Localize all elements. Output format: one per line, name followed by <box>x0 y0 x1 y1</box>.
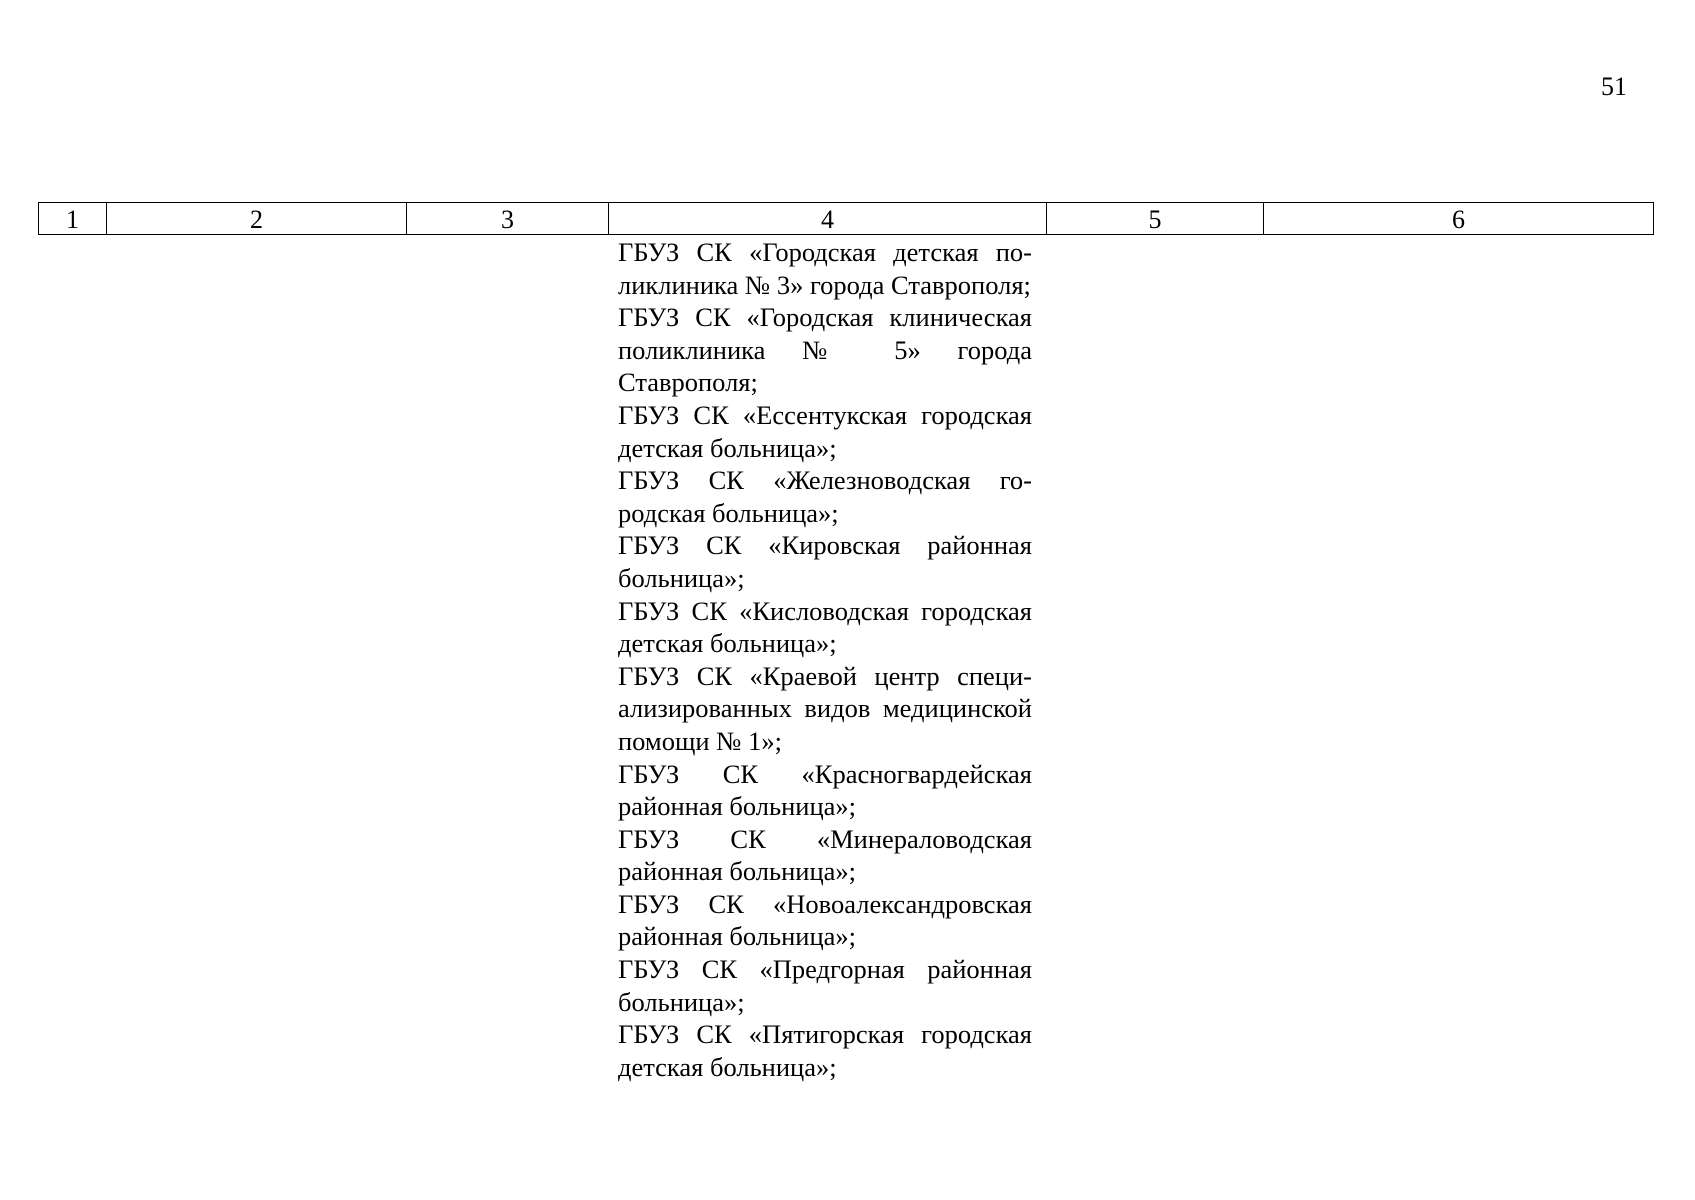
page-number: 51 <box>1601 72 1627 101</box>
list-item: ГБУЗ СК «Железноводская городская больница»; <box>618 465 1032 528</box>
column-header-3: 3 <box>407 203 609 235</box>
list-item: ГБУЗ СК «Краевой центр специализированных видов медицинской помощи № 1»; <box>618 660 1032 756</box>
column-header-4: 4 <box>609 203 1047 235</box>
list-item: ГБУЗ СК «Минераловодская районная больница»; <box>618 823 1032 887</box>
column-header-2: 2 <box>107 203 407 235</box>
column-header-1: 1 <box>39 203 107 235</box>
table-header-row <box>39 203 1654 235</box>
list-item: ГБУЗ СК «Городская клиническая поликлиника № 5» города Ставрополя; <box>618 302 1032 398</box>
list-item: ГБУЗ СК «Кировская районная больница»; <box>618 530 1032 593</box>
list-item: ГБУЗ СК «Кисловодская городская детская больница»; <box>618 595 1032 659</box>
list-item: ГБУЗ СК «Новоалександровская районная больница»; <box>618 888 1032 952</box>
list-item: ГБУЗ СК «Пятигорская городская детская больница»; <box>618 1019 1032 1082</box>
list-item: ГБУЗ СК «Красногвардейская районная больница»; <box>618 758 1032 822</box>
list-item: ГБУЗ СК «Городская детская поликлиника № 3» города Ставрополя; <box>618 237 1032 300</box>
column-header-5: 5 <box>1047 203 1264 235</box>
list-item: ГБУЗ СК «Ессентукская городская детская больница»; <box>618 399 1032 463</box>
column-4-content <box>618 236 1032 1083</box>
table-header <box>38 202 1654 235</box>
column-header-6: 6 <box>1264 203 1654 235</box>
list-item: ГБУЗ СК «Предгорная районная больница»; <box>618 954 1032 1017</box>
